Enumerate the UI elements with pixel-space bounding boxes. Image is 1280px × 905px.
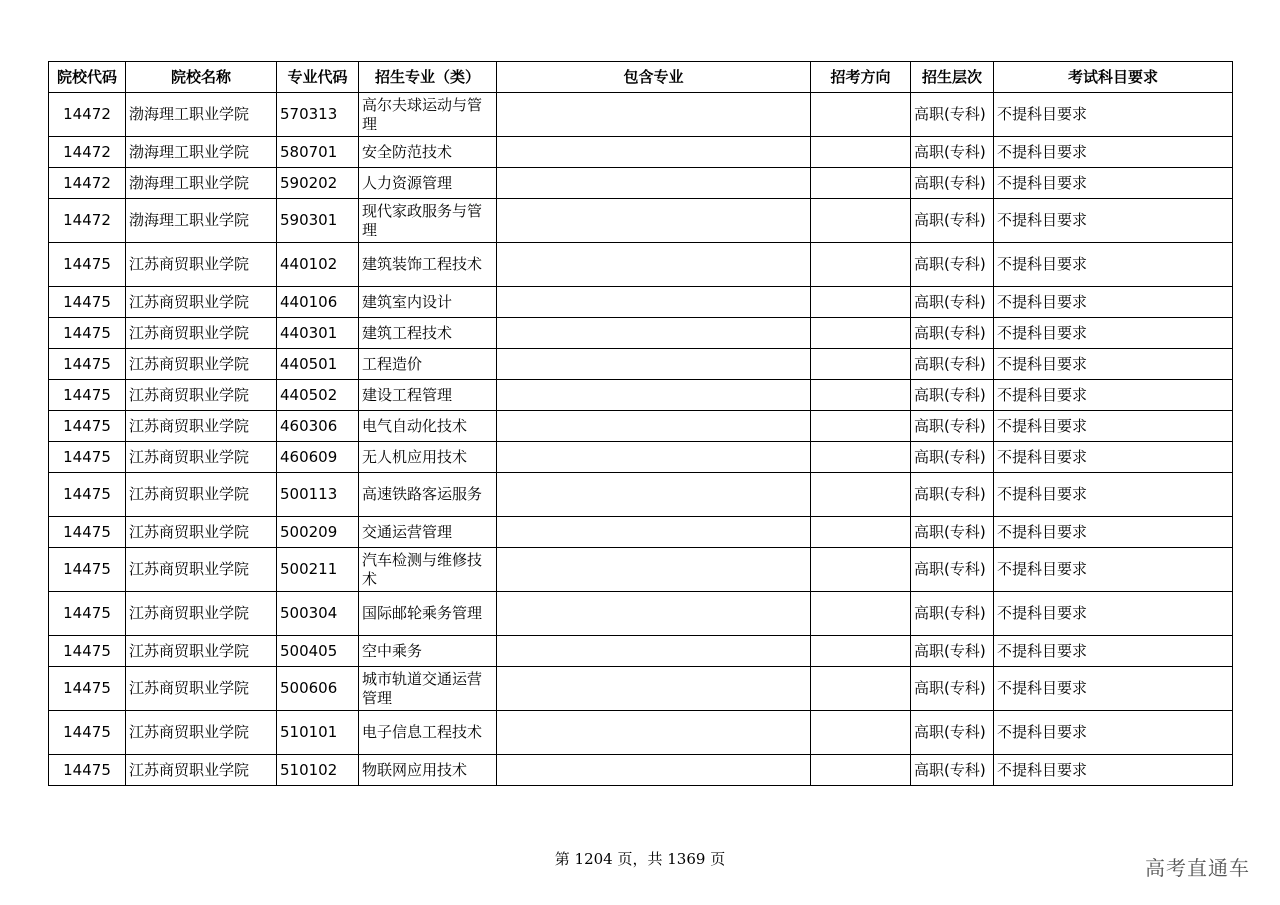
cell-included-majors [497, 243, 811, 287]
cell-school-name: 江苏商贸职业学院 [126, 592, 277, 636]
cell-school-code: 14475 [49, 287, 126, 318]
cell-subject-requirement: 不提科目要求 [994, 548, 1233, 592]
cell-major-code: 570313 [277, 93, 359, 137]
cell-level: 高职(专科) [911, 168, 994, 199]
cell-level: 高职(专科) [911, 93, 994, 137]
cell-included-majors [497, 755, 811, 786]
table-row [49, 592, 1233, 636]
cell-school-code: 14475 [49, 318, 126, 349]
cell-major-code: 500113 [277, 473, 359, 517]
cell-included-majors [497, 93, 811, 137]
cell-subject-requirement: 不提科目要求 [994, 93, 1233, 137]
cell-level: 高职(专科) [911, 199, 994, 243]
cell-direction [811, 318, 911, 349]
cell-major-code: 440301 [277, 318, 359, 349]
cell-school-name: 江苏商贸职业学院 [126, 667, 277, 711]
cell-school-name: 江苏商贸职业学院 [126, 517, 277, 548]
header-row [49, 62, 1233, 93]
cell-direction [811, 711, 911, 755]
cell-subject-requirement: 不提科目要求 [994, 473, 1233, 517]
cell-subject-requirement: 不提科目要求 [994, 711, 1233, 755]
table-row [49, 411, 1233, 442]
cell-subject-requirement: 不提科目要求 [994, 380, 1233, 411]
page-footer: 第 1204 页，共 1369 页 [554, 850, 726, 868]
cell-major-code: 440106 [277, 287, 359, 318]
cell-subject-requirement: 不提科目要求 [994, 243, 1233, 287]
cell-school-code: 14475 [49, 548, 126, 592]
cell-subject-requirement: 不提科目要求 [994, 517, 1233, 548]
table-row [49, 667, 1233, 711]
cell-included-majors [497, 636, 811, 667]
cell-major-code: 440502 [277, 380, 359, 411]
cell-school-code: 14475 [49, 711, 126, 755]
cell-major: 电子信息工程技术 [359, 711, 497, 755]
cell-school-code: 14475 [49, 473, 126, 517]
cell-major-code: 510101 [277, 711, 359, 755]
cell-major: 人力资源管理 [359, 168, 497, 199]
cell-level: 高职(专科) [911, 667, 994, 711]
cell-major-code: 500405 [277, 636, 359, 667]
cell-major: 建筑工程技术 [359, 318, 497, 349]
header-major-code: 专业代码 [277, 62, 359, 93]
cell-major: 安全防范技术 [359, 137, 497, 168]
cell-major-code: 580701 [277, 137, 359, 168]
table-row [49, 636, 1233, 667]
cell-major: 建筑室内设计 [359, 287, 497, 318]
cell-school-name: 江苏商贸职业学院 [126, 318, 277, 349]
cell-major: 现代家政服务与管理 [359, 199, 497, 243]
cell-major-code: 590301 [277, 199, 359, 243]
cell-included-majors [497, 411, 811, 442]
cell-school-code: 14472 [49, 168, 126, 199]
cell-direction [811, 243, 911, 287]
cell-direction [811, 93, 911, 137]
cell-school-code: 14475 [49, 380, 126, 411]
cell-level: 高职(专科) [911, 380, 994, 411]
table-row [49, 380, 1233, 411]
cell-included-majors [497, 349, 811, 380]
cell-major: 空中乘务 [359, 636, 497, 667]
cell-subject-requirement: 不提科目要求 [994, 636, 1233, 667]
cell-direction [811, 168, 911, 199]
cell-direction [811, 548, 911, 592]
cell-subject-requirement: 不提科目要求 [994, 199, 1233, 243]
cell-level: 高职(专科) [911, 711, 994, 755]
cell-school-code: 14475 [49, 442, 126, 473]
cell-included-majors [497, 199, 811, 243]
cell-school-code: 14475 [49, 636, 126, 667]
cell-major-code: 500304 [277, 592, 359, 636]
cell-direction [811, 287, 911, 318]
cell-major: 建设工程管理 [359, 380, 497, 411]
watermark: 高考直通车 [1145, 856, 1250, 880]
cell-school-code: 14475 [49, 755, 126, 786]
cell-major: 交通运营管理 [359, 517, 497, 548]
cell-major: 无人机应用技术 [359, 442, 497, 473]
table-row [49, 199, 1233, 243]
cell-school-code: 14475 [49, 517, 126, 548]
cell-direction [811, 592, 911, 636]
cell-major-code: 440102 [277, 243, 359, 287]
cell-included-majors [497, 711, 811, 755]
cell-school-name: 渤海理工职业学院 [126, 199, 277, 243]
cell-major-code: 590202 [277, 168, 359, 199]
header-included-majors: 包含专业 [497, 62, 811, 93]
cell-included-majors [497, 473, 811, 517]
admissions-table [48, 61, 1233, 786]
cell-major: 城市轨道交通运营管理 [359, 667, 497, 711]
cell-included-majors [497, 318, 811, 349]
cell-direction [811, 411, 911, 442]
cell-level: 高职(专科) [911, 349, 994, 380]
cell-school-code: 14475 [49, 592, 126, 636]
header-direction: 招考方向 [811, 62, 911, 93]
cell-school-code: 14472 [49, 93, 126, 137]
cell-direction [811, 349, 911, 380]
cell-direction [811, 517, 911, 548]
cell-subject-requirement: 不提科目要求 [994, 318, 1233, 349]
table-row [49, 548, 1233, 592]
cell-level: 高职(专科) [911, 287, 994, 318]
cell-included-majors [497, 548, 811, 592]
cell-school-name: 江苏商贸职业学院 [126, 287, 277, 318]
table-row [49, 93, 1233, 137]
header-major: 招生专业（类） [359, 62, 497, 93]
table-row [49, 755, 1233, 786]
cell-level: 高职(专科) [911, 517, 994, 548]
cell-level: 高职(专科) [911, 548, 994, 592]
cell-included-majors [497, 592, 811, 636]
cell-major: 工程造价 [359, 349, 497, 380]
cell-school-name: 江苏商贸职业学院 [126, 473, 277, 517]
cell-direction [811, 667, 911, 711]
cell-school-name: 渤海理工职业学院 [126, 93, 277, 137]
cell-major: 建筑装饰工程技术 [359, 243, 497, 287]
cell-subject-requirement: 不提科目要求 [994, 137, 1233, 168]
cell-school-name: 渤海理工职业学院 [126, 137, 277, 168]
cell-level: 高职(专科) [911, 755, 994, 786]
cell-major: 国际邮轮乘务管理 [359, 592, 497, 636]
cell-school-name: 江苏商贸职业学院 [126, 442, 277, 473]
cell-school-code: 14475 [49, 667, 126, 711]
cell-school-name: 渤海理工职业学院 [126, 168, 277, 199]
cell-major-code: 500209 [277, 517, 359, 548]
table-row [49, 243, 1233, 287]
table-row [49, 349, 1233, 380]
cell-direction [811, 636, 911, 667]
cell-included-majors [497, 442, 811, 473]
cell-subject-requirement: 不提科目要求 [994, 442, 1233, 473]
cell-major: 汽车检测与维修技术 [359, 548, 497, 592]
cell-direction [811, 473, 911, 517]
cell-school-name: 江苏商贸职业学院 [126, 548, 277, 592]
table-row [49, 711, 1233, 755]
table-row [49, 287, 1233, 318]
cell-school-name: 江苏商贸职业学院 [126, 636, 277, 667]
cell-major-code: 510102 [277, 755, 359, 786]
cell-subject-requirement: 不提科目要求 [994, 592, 1233, 636]
cell-school-code: 14472 [49, 199, 126, 243]
cell-direction [811, 442, 911, 473]
table-row [49, 442, 1233, 473]
cell-subject-requirement: 不提科目要求 [994, 349, 1233, 380]
cell-major: 物联网应用技术 [359, 755, 497, 786]
table-row [49, 137, 1233, 168]
table-row [49, 473, 1233, 517]
cell-level: 高职(专科) [911, 411, 994, 442]
table-body [49, 93, 1233, 786]
cell-school-name: 江苏商贸职业学院 [126, 411, 277, 442]
cell-school-code: 14475 [49, 349, 126, 380]
cell-subject-requirement: 不提科目要求 [994, 287, 1233, 318]
cell-included-majors [497, 287, 811, 318]
cell-major: 电气自动化技术 [359, 411, 497, 442]
cell-school-code: 14475 [49, 411, 126, 442]
cell-level: 高职(专科) [911, 442, 994, 473]
cell-level: 高职(专科) [911, 137, 994, 168]
cell-direction [811, 199, 911, 243]
cell-included-majors [497, 380, 811, 411]
cell-major: 高速铁路客运服务 [359, 473, 497, 517]
header-school-name: 院校名称 [126, 62, 277, 93]
cell-major-code: 440501 [277, 349, 359, 380]
cell-school-name: 江苏商贸职业学院 [126, 349, 277, 380]
header-level: 招生层次 [911, 62, 994, 93]
cell-direction [811, 755, 911, 786]
cell-major: 高尔夫球运动与管理 [359, 93, 497, 137]
cell-school-name: 江苏商贸职业学院 [126, 755, 277, 786]
cell-included-majors [497, 517, 811, 548]
table-row [49, 168, 1233, 199]
cell-school-name: 江苏商贸职业学院 [126, 711, 277, 755]
header-subject-requirement: 考试科目要求 [994, 62, 1233, 93]
table-row [49, 517, 1233, 548]
cell-school-code: 14472 [49, 137, 126, 168]
cell-major-code: 460306 [277, 411, 359, 442]
cell-level: 高职(专科) [911, 473, 994, 517]
cell-subject-requirement: 不提科目要求 [994, 411, 1233, 442]
cell-included-majors [497, 137, 811, 168]
cell-school-name: 江苏商贸职业学院 [126, 243, 277, 287]
cell-included-majors [497, 667, 811, 711]
cell-major-code: 500211 [277, 548, 359, 592]
cell-direction [811, 137, 911, 168]
cell-subject-requirement: 不提科目要求 [994, 667, 1233, 711]
cell-major-code: 460609 [277, 442, 359, 473]
cell-school-code: 14475 [49, 243, 126, 287]
cell-level: 高职(专科) [911, 318, 994, 349]
cell-direction [811, 380, 911, 411]
cell-school-name: 江苏商贸职业学院 [126, 380, 277, 411]
cell-subject-requirement: 不提科目要求 [994, 168, 1233, 199]
cell-level: 高职(专科) [911, 243, 994, 287]
cell-subject-requirement: 不提科目要求 [994, 755, 1233, 786]
cell-level: 高职(专科) [911, 592, 994, 636]
table-row [49, 318, 1233, 349]
cell-level: 高职(专科) [911, 636, 994, 667]
cell-included-majors [497, 168, 811, 199]
header-school-code: 院校代码 [49, 62, 126, 93]
cell-major-code: 500606 [277, 667, 359, 711]
